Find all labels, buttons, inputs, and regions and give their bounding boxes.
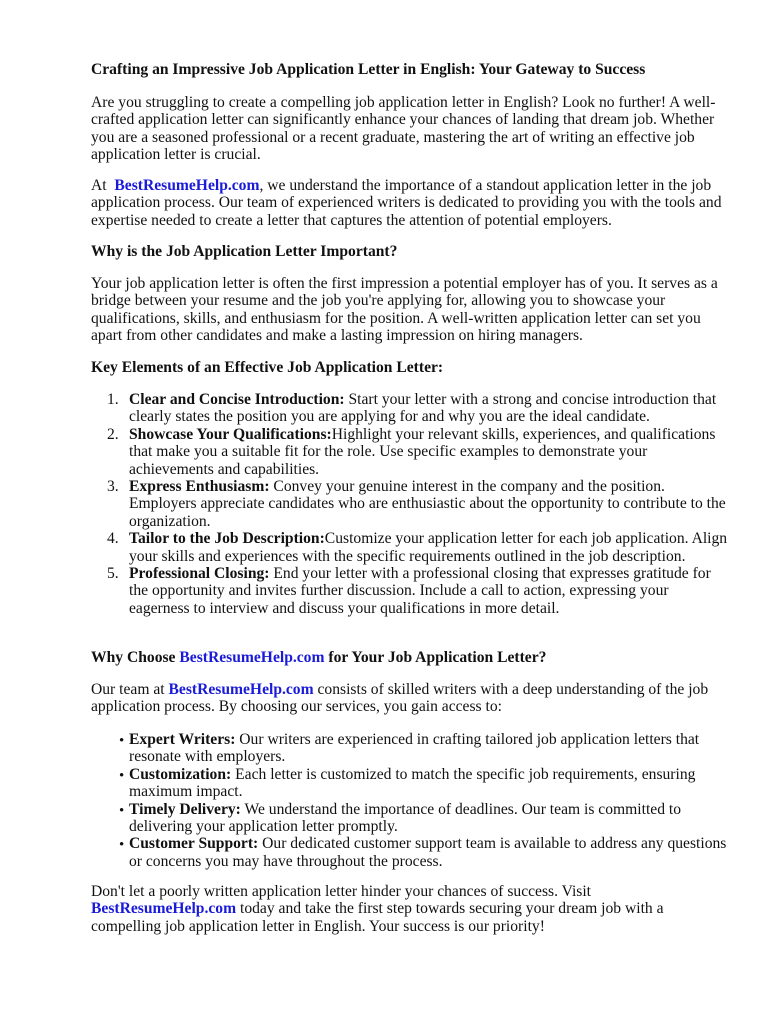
list-item	[91, 478, 731, 530]
bullet-icon: •	[119, 837, 125, 854]
list-number: 5.	[107, 565, 119, 583]
list-item-title: Expert Writers:	[129, 731, 236, 748]
team-text: consists of skilled writers with a deep understanding of the job application process. By choosing our services, you gain access to:	[91, 681, 709, 716]
list-item	[91, 530, 731, 565]
list-number: 4.	[107, 530, 119, 548]
list-item	[91, 766, 731, 801]
list-item-text: Each letter is customized to match the specific job requirements, ensuring maximum impact.	[129, 765, 696, 801]
benefits-list	[91, 731, 731, 870]
list-number: 3.	[107, 478, 119, 496]
list-item-title: Showcase Your Qualifications:	[129, 425, 332, 443]
list-item-title: Customer Support:	[129, 835, 259, 853]
list-item	[91, 835, 731, 870]
about-text: , we understand the importance of a standout application letter in the job application process. Our team of experienced writers is dedicated to providing you with the tools and expertise needed to create a letter that captures the attention of potential employers.	[91, 177, 722, 229]
list-item-text: Our writers are experienced in crafting tailored job application letters that resonate with employers.	[129, 731, 700, 766]
closing-paragraph	[91, 883, 731, 935]
list-number: 2.	[107, 425, 119, 443]
list-item	[91, 426, 731, 478]
key-elements-heading: Key Elements of an Effective Job Application Letter:	[91, 359, 444, 376]
list-item	[91, 731, 731, 766]
bestresumehelp-link[interactable]: BestResumeHelp.com	[179, 649, 325, 666]
why-paragraph: Your job application letter is often the first impression a potential employer has of you. It serves as a bridge between your resume and the job you're applying for, allowing you to showcase your qualifications, skills, and enthusiasm for the position. A well-written application letter can set you apart from other candidates and make a lasting impression on hiring managers.	[91, 275, 718, 345]
team-paragraph	[91, 681, 731, 716]
list-item-title: Timely Delivery:	[129, 800, 241, 818]
bullet-icon: •	[119, 767, 125, 784]
closing-prefix: Don't let a poorly written application letter hinder your chances of success. Visit	[91, 883, 592, 900]
why-choose-heading	[91, 649, 731, 666]
bullet-icon: •	[119, 733, 125, 749]
why-choose-prefix: Why Choose	[91, 649, 176, 666]
key-elements-list	[91, 391, 731, 617]
list-item-title: Professional Closing:	[129, 565, 270, 583]
list-item-title: Clear and Concise Introduction:	[129, 391, 345, 408]
list-item	[91, 801, 731, 836]
why-choose-suffix: for Your Job Application Letter?	[328, 649, 547, 666]
why-heading: Why is the Job Application Letter Important?	[91, 243, 398, 260]
list-item-text: Start your letter with a strong and concise introduction that clearly states the position you are applying for and why you are the ideal candidate.	[129, 391, 717, 426]
list-item-text: Customize your application letter for each job application. Align your skills and experiences with the specific requirements outlined in the job description.	[129, 530, 728, 565]
bestresumehelp-link[interactable]: BestResumeHelp.com	[91, 900, 237, 918]
list-item-title: Express Enthusiasm:	[129, 478, 270, 496]
team-prefix: Our team at	[91, 681, 165, 698]
list-item-text: Convey your genuine interest in the company and the position. Employers appreciate candidates who are enthusiastic about the opportunity to contribute to the organization.	[129, 478, 726, 530]
list-item-text: We understand the importance of deadlines. Our team is committed to delivering your application letter promptly.	[129, 800, 682, 836]
list-item	[91, 391, 731, 426]
about-prefix: At	[91, 177, 107, 194]
list-item-text: End your letter with a professional closing that expresses gratitude for the opportunity and invites further discussion. Include a call to action, expressing your eagerness to interview and discuss your qualifications in more detail.	[129, 565, 711, 617]
list-number: 1.	[107, 391, 119, 408]
bullet-icon: •	[119, 802, 125, 819]
intro-paragraph: Are you struggling to create a compelling job application letter in English? Look no further! A well-crafted application letter can significantly enhance your chances of landing that dream job. Whether you are a seasoned professional or a recent graduate, mastering the art of writing an effective job application letter is crucial.	[91, 94, 716, 164]
bestresumehelp-link[interactable]: BestResumeHelp.com	[114, 177, 260, 194]
list-item-text: Our dedicated customer support team is available to address any questions or concerns you may have throughout the process.	[129, 835, 727, 870]
list-item-title: Customization:	[129, 765, 232, 783]
list-item-title: Tailor to the Job Description:	[129, 530, 325, 548]
closing-text: today and take the first step towards securing your dream job with a compelling job application letter in English. Your success is our priority!	[91, 900, 664, 935]
about-paragraph	[91, 177, 731, 229]
document-title: Crafting an Impressive Job Application Letter in English: Your Gateway to Success	[91, 61, 646, 78]
list-item	[91, 565, 731, 617]
list-item-text: Highlight your relevant skills, experiences, and qualifications that make you a suitable fit for the role. Use specific examples to demonstrate your achievements and capabilities.	[129, 425, 716, 478]
bestresumehelp-link[interactable]: BestResumeHelp.com	[168, 681, 314, 698]
